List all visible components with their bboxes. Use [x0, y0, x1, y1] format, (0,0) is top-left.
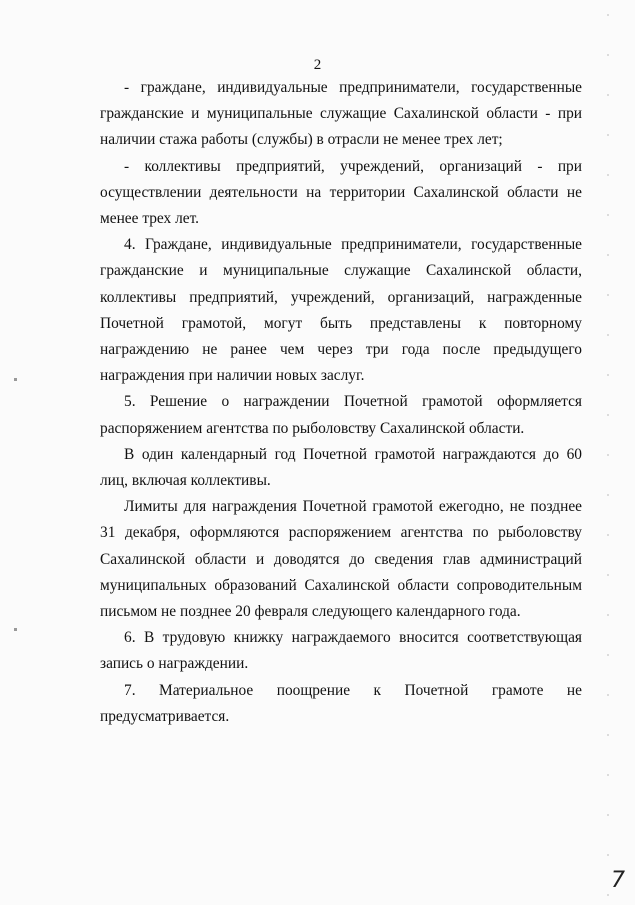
scan-speck	[14, 378, 17, 381]
paragraph: 6. В трудовую книжку награждаемого вносится соответствующая запись о награждении.	[100, 629, 582, 673]
page-number: 2	[313, 57, 322, 73]
paragraph: 4. Граждане, индивидуальные предприниматели, государственные гражданские и муниципальные служащие Сахалинской области, коллективы предприятий, учреждений, организаций, награжденные Почетной грамотой, могут быть представлены к повторному награждению не ранее чем через три года после предыдущего награждения при наличии новых заслуг.	[100, 236, 582, 385]
paragraph: - граждане, индивидуальные предприниматели, государственные гражданские и муниципальные служащие Сахалинской области - при наличии стажа работы (службы) в отрасли не менее трех лет;	[100, 79, 582, 149]
document-body	[100, 75, 582, 730]
paragraph: Лимиты для награждения Почетной грамотой ежегодно, не позднее 31 декабря, оформляются распоряжением агентства по рыболовству Сахалинской области и доводятся до сведения глав администраций муниципальных образований Сахалинской области сопроводительным письмом не позднее 20 февраля следующего календарного года.	[100, 498, 582, 621]
paragraph: В один календарный год Почетной грамотой награждаются до 60 лиц, включая коллективы.	[100, 445, 582, 490]
scan-speck	[14, 628, 17, 631]
paragraph: 7. Материальное поощрение к Почетной грамоте не предусматривается.	[100, 681, 582, 725]
handwritten-page-mark: 7	[611, 868, 625, 893]
paragraph: - коллективы предприятий, учреждений, организаций - при осуществлении деятельности на территории Сахалинской области не менее трех лет.	[100, 157, 582, 228]
paragraph: 5. Решение о награждении Почетной грамотой оформляется распоряжением агентства по рыболовству Сахалинской области.	[100, 393, 582, 437]
scan-edge-artifact	[607, 0, 609, 905]
